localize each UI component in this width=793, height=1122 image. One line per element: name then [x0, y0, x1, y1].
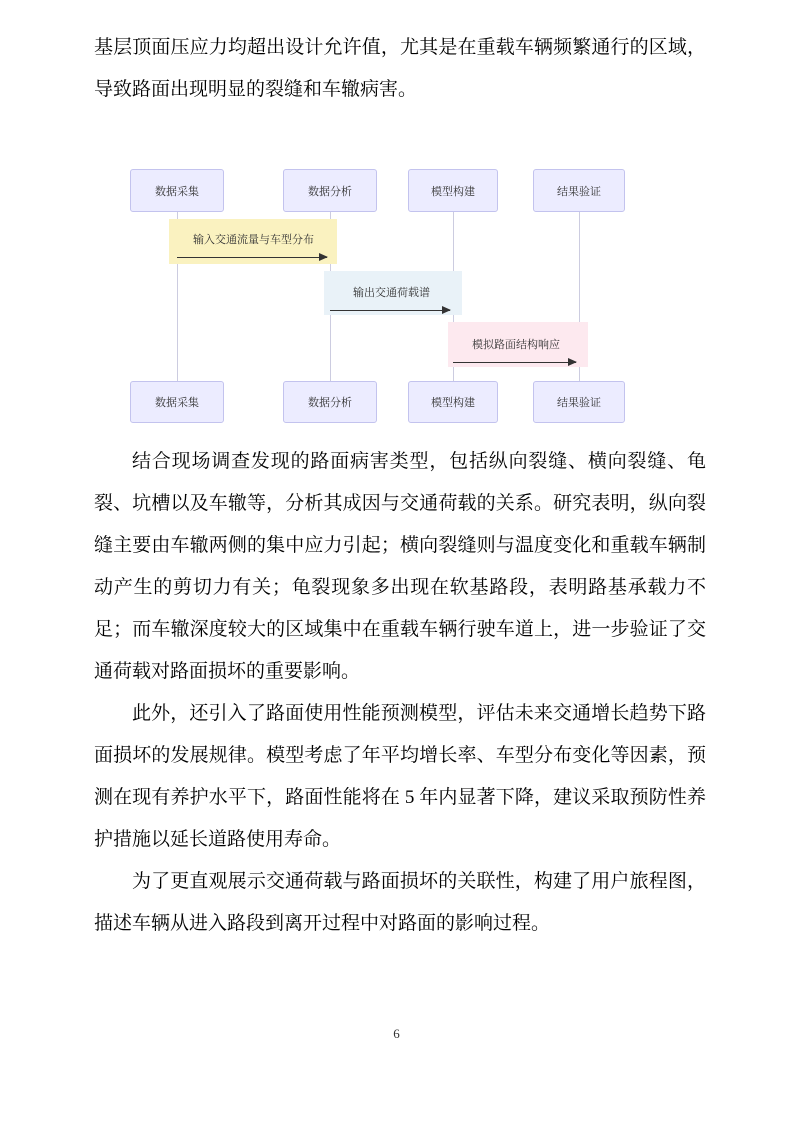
actor-box-model-building-bottom: 模型构建 [408, 381, 498, 423]
page-number: 6 [393, 1026, 400, 1041]
sequence-diagram [130, 169, 630, 425]
message-arrow-3 [453, 362, 576, 363]
paragraph-intro: 基层顶面压应力均超出设计允许值，尤其是在重载车辆频繁通行的区域，导致路面出现明显的裂缝和车辙病害。 [94, 37, 706, 100]
message-arrow-2 [330, 310, 450, 311]
actor-box-data-analysis-top: 数据分析 [283, 169, 377, 212]
paragraph-prediction-model: 此外，还引入了路面使用性能预测模型，评估未来交通增长趋势下路面损坏的发展规律。模型考虑了年平均增长率、车型分布变化等因素，预测在现有养护水平下，路面性能将在 5 年内显著下降，建议采取预防性养护措施以延长道路使用寿命。 [94, 703, 706, 850]
message-arrow-1 [177, 257, 327, 258]
message-label-2: 输出交通荷载谱 [353, 287, 430, 299]
actor-box-result-validation-bottom: 结果验证 [533, 381, 625, 423]
actor-box-data-collection-bottom: 数据采集 [130, 381, 224, 423]
message-label-3: 模拟路面结构响应 [472, 339, 560, 351]
actor-box-data-analysis-bottom: 数据分析 [283, 381, 377, 423]
body-text-block [94, 441, 706, 945]
actor-box-model-building-top: 模型构建 [408, 169, 498, 212]
paragraph-journey-map: 为了更直观展示交通荷载与路面损坏的关联性，构建了用户旅程图，描述车辆从进入路段到离开过程中对路面的影响过程。 [94, 871, 706, 934]
actor-box-result-validation-top: 结果验证 [533, 169, 625, 212]
message-label-1: 输入交通流量与车型分布 [193, 234, 314, 246]
paragraph-disease-types: 结合现场调查发现的路面病害类型，包括纵向裂缝、横向裂缝、龟裂、坑槽以及车辙等，分析其成因与交通荷载的关系。研究表明，纵向裂缝主要由车辙两侧的集中应力引起；横向裂缝则与温度变化和重载车辆制动产生的剪切力有关；龟裂现象多出现在软基路段，表明路基承载力不足；而车辙深度较大的区域集中在重载车辆行驶车道上，进一步验证了交通荷载对路面损坏的重要影响。 [94, 451, 706, 682]
actor-box-data-collection-top: 数据采集 [130, 169, 224, 212]
